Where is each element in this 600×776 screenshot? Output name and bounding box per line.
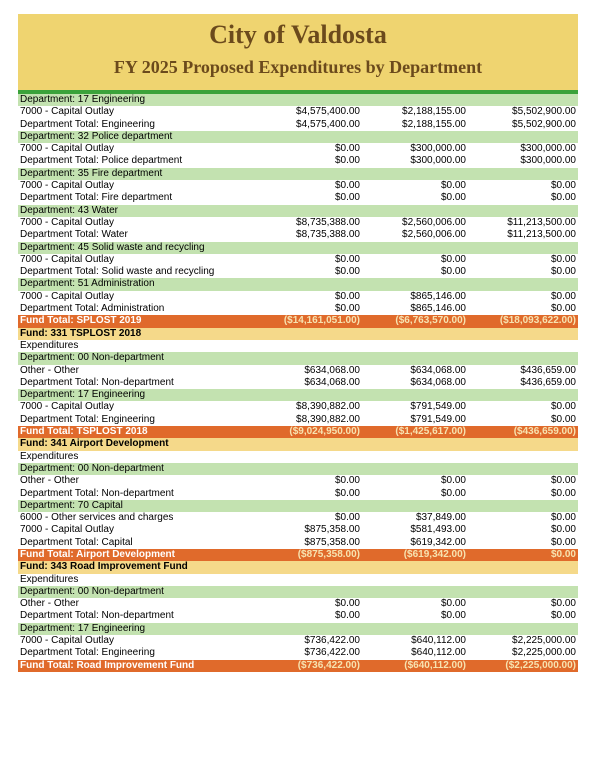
- expenditures-label-row: [18, 451, 578, 463]
- budget-column-3-value: $0.00: [550, 290, 576, 302]
- budget-column-1-value: $0.00: [334, 192, 360, 204]
- budget-column-3-value: $2,225,000.00: [512, 647, 576, 659]
- budget-column-2-value: ($6,763,570.00): [395, 315, 466, 327]
- row-label: Expenditures: [20, 573, 79, 585]
- row-label: Department: 17 Engineering: [20, 389, 146, 401]
- budget-column-2-value: $37,849.00: [415, 512, 466, 524]
- budget-column-2-value: $2,560,006.00: [402, 216, 466, 228]
- row-label: Department: 32 Police department: [20, 130, 173, 142]
- line-item-row: [18, 610, 578, 622]
- budget-column-1-value: $634,068.00: [304, 376, 360, 388]
- fund-header-row: [18, 328, 578, 340]
- department-header-row: [18, 278, 578, 290]
- row-label: Department Total: Solid waste and recycling: [20, 266, 215, 278]
- row-label: Department Total: Capital: [20, 536, 133, 548]
- budget-column-3-value: $300,000.00: [520, 155, 576, 167]
- budget-column-1-value: ($736,422.00): [297, 659, 360, 671]
- budget-column-2-value: $0.00: [440, 266, 466, 278]
- line-item-row: [18, 365, 578, 377]
- department-header-row: [18, 352, 578, 364]
- budget-column-2-value: $581,493.00: [410, 524, 466, 536]
- budget-column-2-value: $619,342.00: [410, 536, 466, 548]
- budget-column-2-value: $2,560,006.00: [402, 229, 466, 241]
- budget-column-3-value: ($2,225,000.00): [505, 659, 576, 671]
- row-label: Department Total: Engineering: [20, 413, 155, 425]
- budget-column-3-value: ($18,093,622.00): [499, 315, 576, 327]
- budget-column-3-value: $11,213,500.00: [507, 216, 576, 228]
- line-item-row: [18, 475, 578, 487]
- row-label: Department Total: Administration: [20, 303, 165, 315]
- budget-column-1-value: $0.00: [334, 487, 360, 499]
- fund-total-row: [18, 549, 578, 561]
- budget-column-3-value: $0.00: [550, 548, 576, 560]
- budget-column-1-value: $0.00: [334, 253, 360, 265]
- line-item-row: [18, 143, 578, 155]
- expenditures-label-row: [18, 574, 578, 586]
- budget-column-1-value: $0.00: [334, 155, 360, 167]
- line-item-row: [18, 106, 578, 118]
- department-header-row: [18, 242, 578, 254]
- budget-column-3-value: $0.00: [550, 266, 576, 278]
- budget-column-1-value: $634,068.00: [304, 364, 360, 376]
- department-header-row: [18, 94, 578, 106]
- row-label: Fund: 341 Airport Development: [20, 438, 169, 450]
- department-header-row: [18, 205, 578, 217]
- budget-column-2-value: ($640,112.00): [404, 659, 466, 671]
- budget-column-1-value: $8,735,388.00: [296, 229, 360, 241]
- budget-column-2-value: $634,068.00: [410, 376, 466, 388]
- line-item-row: [18, 647, 578, 659]
- row-label: Department: 00 Non-department: [20, 462, 164, 474]
- budget-column-2-value: $791,549.00: [410, 401, 466, 413]
- budget-column-1-value: $4,575,400.00: [296, 118, 360, 130]
- line-item-row: [18, 537, 578, 549]
- line-item-row: [18, 401, 578, 413]
- row-label: 7000 - Capital Outlay: [20, 401, 114, 413]
- row-label: Department Total: Fire department: [20, 192, 173, 204]
- budget-column-2-value: $0.00: [440, 475, 466, 487]
- fund-header-row: [18, 561, 578, 573]
- row-label: Other - Other: [20, 364, 79, 376]
- line-item-row: [18, 303, 578, 315]
- row-label: Expenditures: [20, 339, 79, 351]
- budget-column-3-value: $0.00: [550, 253, 576, 265]
- report-header: [18, 14, 578, 90]
- budget-column-2-value: $634,068.00: [410, 364, 466, 376]
- row-label: Fund: 343 Road Improvement Fund: [20, 561, 188, 573]
- budget-column-1-value: $0.00: [334, 266, 360, 278]
- budget-column-3-value: $5,502,900.00: [512, 106, 576, 118]
- row-label: Department: 35 Fire department: [20, 167, 163, 179]
- line-item-row: [18, 414, 578, 426]
- budget-column-2-value: $865,146.00: [410, 290, 466, 302]
- department-header-row: [18, 168, 578, 180]
- row-label: 7000 - Capital Outlay: [20, 216, 114, 228]
- row-label: Department Total: Non-department: [20, 610, 174, 622]
- row-label: Department: 00 Non-department: [20, 585, 164, 597]
- budget-column-3-value: $0.00: [550, 401, 576, 413]
- line-item-row: [18, 635, 578, 647]
- line-item-row: [18, 217, 578, 229]
- budget-column-1-value: $0.00: [334, 598, 360, 610]
- row-label: 7000 - Capital Outlay: [20, 635, 114, 647]
- budget-column-3-value: $5,502,900.00: [512, 118, 576, 130]
- budget-column-3-value: $0.00: [550, 524, 576, 536]
- line-item-row: [18, 291, 578, 303]
- department-header-row: [18, 500, 578, 512]
- row-label: 6000 - Other services and charges: [20, 512, 174, 524]
- line-item-row: [18, 254, 578, 266]
- budget-column-2-value: ($1,425,617.00): [395, 426, 466, 438]
- budget-column-1-value: $4,575,400.00: [296, 106, 360, 118]
- budget-column-2-value: $865,146.00: [410, 303, 466, 315]
- budget-column-2-value: ($619,342.00): [403, 548, 466, 560]
- budget-column-1-value: $0.00: [334, 610, 360, 622]
- line-item-row: [18, 512, 578, 524]
- budget-column-3-value: $436,659.00: [520, 376, 576, 388]
- budget-column-1-value: ($875,358.00): [297, 548, 360, 560]
- row-label: Department: 51 Administration: [20, 278, 155, 290]
- row-label: 7000 - Capital Outlay: [20, 524, 114, 536]
- row-label: Department: 00 Non-department: [20, 352, 164, 364]
- budget-column-1-value: $0.00: [334, 290, 360, 302]
- expenditure-table: [18, 94, 578, 672]
- city-title: City of Valdosta: [209, 20, 387, 49]
- line-item-row: [18, 377, 578, 389]
- report-subtitle: FY 2025 Proposed Expenditures by Department: [113, 57, 483, 77]
- row-label: Fund Total: SPLOST 2019: [20, 315, 142, 327]
- row-label: Other - Other: [20, 475, 79, 487]
- budget-column-1-value: $0.00: [334, 303, 360, 315]
- budget-column-2-value: $640,112.00: [411, 635, 466, 647]
- row-label: Department: 70 Capital: [20, 499, 123, 511]
- line-item-row: [18, 488, 578, 500]
- budget-column-1-value: ($9,024,950.00): [289, 426, 360, 438]
- budget-column-1-value: $736,422.00: [304, 635, 360, 647]
- department-header-row: [18, 586, 578, 598]
- row-label: Fund: 331 TSPLOST 2018: [20, 327, 142, 339]
- row-label: Department: 17 Engineering: [20, 94, 146, 105]
- budget-column-3-value: $0.00: [550, 536, 576, 548]
- row-label: Department: 17 Engineering: [20, 622, 146, 634]
- row-label: 7000 - Capital Outlay: [20, 290, 114, 302]
- fund-total-row: [18, 315, 578, 327]
- budget-column-2-value: $0.00: [440, 253, 466, 265]
- budget-column-3-value: $11,213,500.00: [507, 229, 576, 241]
- department-header-row: [18, 131, 578, 143]
- row-label: Expenditures: [20, 450, 79, 462]
- fund-header-row: [18, 438, 578, 450]
- department-header-row: [18, 623, 578, 635]
- budget-column-3-value: $0.00: [550, 598, 576, 610]
- budget-column-2-value: $300,000.00: [410, 155, 466, 167]
- department-header-row: [18, 463, 578, 475]
- budget-column-2-value: $0.00: [440, 610, 466, 622]
- line-item-row: [18, 180, 578, 192]
- budget-column-3-value: $0.00: [550, 487, 576, 499]
- row-label: Department Total: Police department: [20, 155, 183, 167]
- row-label: Fund Total: Road Improvement Fund: [20, 659, 195, 671]
- fund-total-row: [18, 660, 578, 672]
- budget-column-3-value: ($436,659.00): [513, 426, 576, 438]
- row-label: Department Total: Water: [20, 229, 128, 241]
- budget-column-2-value: $2,188,155.00: [402, 106, 466, 118]
- line-item-row: [18, 524, 578, 536]
- budget-column-2-value: $640,112.00: [411, 647, 466, 659]
- fund-total-row: [18, 426, 578, 438]
- budget-column-1-value: $8,735,388.00: [296, 216, 360, 228]
- budget-column-2-value: $791,549.00: [410, 413, 466, 425]
- row-label: 7000 - Capital Outlay: [20, 180, 114, 192]
- line-item-row: [18, 192, 578, 204]
- budget-column-2-value: $0.00: [440, 487, 466, 499]
- row-label: Department Total: Non-department: [20, 376, 174, 388]
- budget-column-3-value: $300,000.00: [520, 143, 576, 155]
- budget-column-1-value: $8,390,882.00: [296, 413, 360, 425]
- budget-column-1-value: $0.00: [334, 180, 360, 192]
- row-label: Department Total: Engineering: [20, 118, 155, 130]
- budget-column-2-value: $0.00: [440, 180, 466, 192]
- budget-column-3-value: $0.00: [550, 475, 576, 487]
- expenditures-label-row: [18, 340, 578, 352]
- budget-column-3-value: $0.00: [550, 413, 576, 425]
- row-label: 7000 - Capital Outlay: [20, 143, 114, 155]
- department-header-row: [18, 389, 578, 401]
- line-item-row: [18, 229, 578, 241]
- row-label: Fund Total: Airport Development: [20, 548, 175, 560]
- budget-column-3-value: $0.00: [550, 610, 576, 622]
- budget-column-3-value: $0.00: [550, 303, 576, 315]
- row-label: 7000 - Capital Outlay: [20, 253, 114, 265]
- row-label: Fund Total: TSPLOST 2018: [20, 426, 148, 438]
- row-label: Department Total: Non-department: [20, 487, 174, 499]
- line-item-row: [18, 155, 578, 167]
- budget-column-3-value: $0.00: [550, 180, 576, 192]
- line-item-row: [18, 266, 578, 278]
- budget-column-1-value: $0.00: [334, 143, 360, 155]
- budget-column-1-value: $875,358.00: [304, 524, 360, 536]
- budget-column-2-value: $0.00: [440, 192, 466, 204]
- budget-column-1-value: $875,358.00: [304, 536, 360, 548]
- budget-column-2-value: $300,000.00: [410, 143, 466, 155]
- budget-column-1-value: $0.00: [334, 475, 360, 487]
- budget-column-3-value: $0.00: [550, 192, 576, 204]
- line-item-row: [18, 119, 578, 131]
- budget-column-2-value: $0.00: [440, 598, 466, 610]
- budget-column-1-value: $0.00: [334, 512, 360, 524]
- budget-column-3-value: $2,225,000.00: [512, 635, 576, 647]
- budget-column-3-value: $436,659.00: [520, 364, 576, 376]
- budget-column-1-value: $736,422.00: [304, 647, 360, 659]
- budget-column-1-value: ($14,161,051.00): [283, 315, 360, 327]
- row-label: 7000 - Capital Outlay: [20, 106, 114, 118]
- row-label: Other - Other: [20, 598, 79, 610]
- budget-column-2-value: $2,188,155.00: [402, 118, 466, 130]
- budget-column-3-value: $0.00: [550, 512, 576, 524]
- line-item-row: [18, 598, 578, 610]
- budget-column-1-value: $8,390,882.00: [296, 401, 360, 413]
- row-label: Department: 45 Solid waste and recycling: [20, 241, 205, 253]
- row-label: Department: 43 Water: [20, 204, 119, 216]
- row-label: Department Total: Engineering: [20, 647, 155, 659]
